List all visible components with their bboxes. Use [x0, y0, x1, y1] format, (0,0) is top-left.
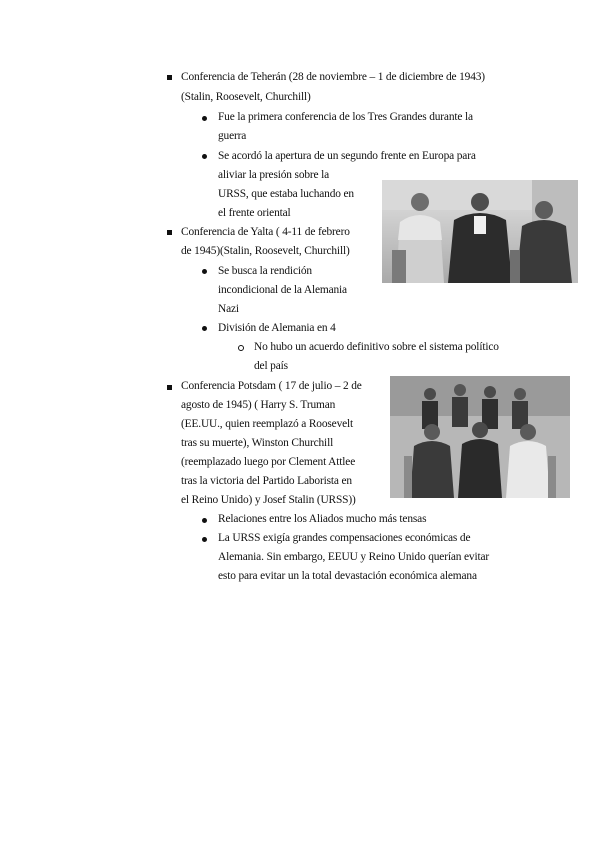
teheran-point-2-line-3: URSS, que estaba luchando en: [218, 188, 354, 200]
yalta-point-1-line-2: incondicional de la Alemania: [218, 284, 347, 296]
potsdam-heading-line-4: tras su muerte), Winston Churchill: [181, 437, 334, 449]
potsdam-photo: [390, 376, 570, 498]
potsdam-heading-line-5: (reemplazado luego por Clement Attlee: [181, 456, 356, 468]
teheran-heading-line-1: Conferencia de Teherán (28 de noviembre – 1 de diciembre de 1943): [181, 71, 485, 83]
disc-bullet-icon: [202, 116, 207, 121]
potsdam-point-1-line-1: Relaciones entre los Aliados mucho más tensas: [218, 513, 427, 525]
teheran-point-2-line-1: Se acordó la apertura de un segundo frente en Europa para: [218, 150, 476, 162]
potsdam-heading-line-6: tras la victoria del Partido Laborista en: [181, 475, 352, 487]
yalta-subpoint-line-2: del país: [254, 360, 288, 372]
potsdam-heading-line-7: el Reino Unido) y Josef Stalin (URSS)): [181, 494, 356, 506]
disc-bullet-icon: [202, 154, 207, 159]
potsdam-point-2-line-1: La URSS exigía grandes compensaciones económicas de: [218, 532, 471, 544]
yalta-point-2-line-1: División de Alemania en 4: [218, 322, 336, 334]
teheran-point-2-line-2: aliviar la presión sobre la: [218, 169, 330, 181]
disc-bullet-icon: [202, 518, 207, 523]
yalta-point-1-line-1: Se busca la rendición: [218, 265, 312, 277]
yalta-point-1-line-3: Nazi: [218, 303, 239, 315]
yalta-heading-line-2: de 1945)(Stalin, Roosevelt, Churchill): [181, 245, 350, 257]
potsdam-point-2-line-2: Alemania. Sin embargo, EEUU y Reino Unido querían evitar: [218, 551, 490, 563]
teheran-point-1-line-2: guerra: [218, 130, 247, 142]
disc-bullet-icon: [202, 269, 207, 274]
disc-bullet-icon: [202, 537, 207, 542]
disc-bullet-icon: [202, 326, 207, 331]
potsdam-point-2-line-3: esto para evitar un la total devastación económica alemana: [218, 570, 477, 582]
square-bullet-icon: [167, 230, 172, 235]
yalta-photo: [382, 180, 578, 283]
square-bullet-icon: [167, 75, 172, 80]
teheran-heading-line-2: (Stalin, Roosevelt, Churchill): [181, 91, 311, 103]
yalta-subpoint-line-1: No hubo un acuerdo definitivo sobre el sistema político: [254, 341, 499, 353]
potsdam-heading-line-1: Conferencia Potsdam ( 17 de julio – 2 de: [181, 380, 362, 392]
teheran-point-2-line-4: el frente oriental: [218, 207, 291, 219]
potsdam-heading-line-2: agosto de 1945) ( Harry S. Truman: [181, 399, 336, 411]
yalta-heading-line-1: Conferencia de Yalta ( 4-11 de febrero: [181, 226, 350, 238]
teheran-point-1-line-1: Fue la primera conferencia de los Tres Grandes durante la: [218, 111, 473, 123]
square-bullet-icon: [167, 385, 172, 390]
potsdam-heading-line-3: (EE.UU., quien reemplazó a Roosevelt: [181, 418, 354, 430]
circle-bullet-icon: [238, 345, 244, 351]
